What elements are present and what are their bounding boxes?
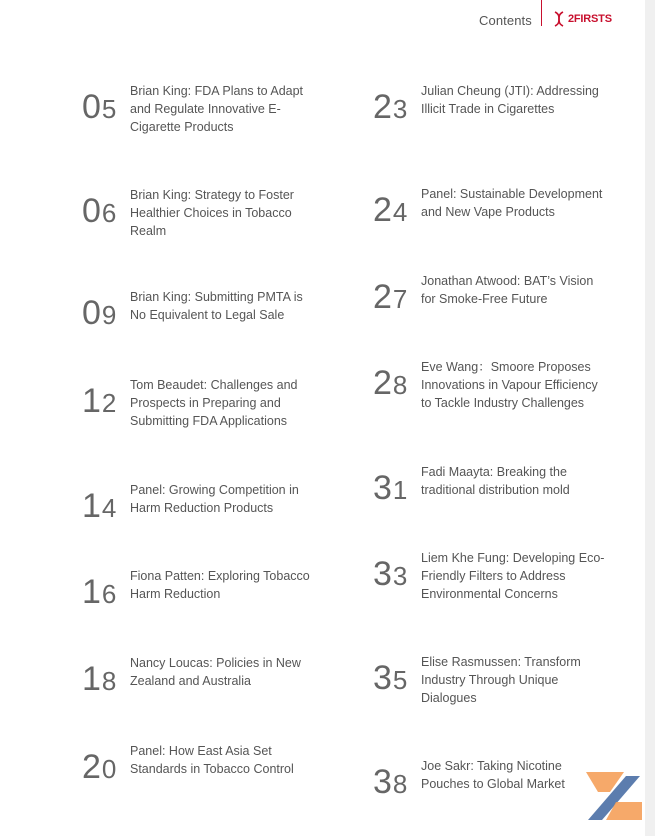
toc-title: Brian King: Strategy to Foster Healthier Choices in Tobacco Realm	[130, 188, 294, 238]
toc-title: Panel: Growing Competition in Harm Reduction Products	[130, 483, 299, 515]
toc-title: Joe Sakr: Taking Nicotine Pouches to Global Market	[421, 759, 565, 791]
toc-entry[interactable]	[82, 483, 322, 549]
toc-entry[interactable]	[82, 290, 322, 356]
toc-entry[interactable]	[373, 551, 613, 617]
page-number: 1 8	[82, 660, 117, 698]
dna-helix-icon	[553, 11, 565, 27]
page-number: 3 3	[373, 555, 408, 593]
toc-title: Eve Wang：Smoore Proposes Innovations in Vapour Efficiency to Tackle Industry Challenges	[421, 360, 598, 410]
page-number: 2 0	[82, 748, 117, 786]
page-number: 2 7	[373, 278, 408, 316]
page-number: 1 2	[82, 382, 117, 420]
toc-entry[interactable]	[373, 187, 613, 253]
toc-entry[interactable]	[373, 465, 613, 531]
header-divider	[541, 0, 542, 26]
toc-entry[interactable]	[82, 188, 322, 254]
toc-title: Tom Beaudet: Challenges and Prospects in Preparing and Submitting FDA Applications	[130, 378, 298, 428]
scrollbar[interactable]	[645, 0, 655, 836]
toc-title: Brian King: Submitting PMTA is No Equivalent to Legal Sale	[130, 290, 303, 322]
page-number: 0 5	[82, 88, 117, 126]
toc-entry[interactable]	[82, 84, 322, 150]
toc-title: Panel: Sustainable Development and New Vape Products	[421, 187, 603, 219]
toc-title: Brian King: FDA Plans to Adapt and Regulate Innovative E-Cigarette Products	[130, 84, 304, 134]
toc-title: Elise Rasmussen: Transform Industry Through Unique Dialogues	[421, 655, 581, 705]
logo	[553, 11, 612, 27]
page-number: 2 8	[373, 364, 408, 402]
toc-entry[interactable]	[82, 656, 322, 722]
toc-title: Julian Cheung (JTI): Addressing Illicit Trade in Cigarettes	[421, 84, 599, 116]
page-number: 0 9	[82, 294, 117, 332]
contents-label: Contents	[479, 13, 532, 28]
toc-title: Liem Khe Fung: Developing Eco-Friendly Filters to Address Environmental Concerns	[421, 551, 605, 601]
toc-title: Panel: How East Asia Set Standards in Tobacco Control	[130, 744, 294, 776]
page-number: 1 4	[82, 487, 117, 525]
page-number: 2 4	[373, 191, 408, 229]
toc-entry[interactable]	[82, 744, 322, 810]
page-number: 2 3	[373, 88, 408, 126]
logo-text: 2FIRSTS	[568, 13, 612, 25]
page-number: 3 1	[373, 469, 408, 507]
watermark-logo-icon	[580, 770, 644, 822]
toc-title: Fiona Patten: Exploring Tobacco Harm Reduction	[130, 569, 310, 601]
page-number: 3 5	[373, 659, 408, 697]
toc-entry[interactable]	[373, 759, 613, 825]
toc-entry[interactable]	[373, 84, 613, 150]
toc-entry[interactable]	[373, 360, 613, 426]
toc-entry[interactable]	[373, 655, 613, 721]
toc-entry[interactable]	[82, 569, 322, 635]
toc-entry[interactable]	[82, 378, 322, 444]
page-number: 1 6	[82, 573, 117, 611]
page-number: 3 8	[373, 763, 408, 801]
toc-title: Nancy Loucas: Policies in New Zealand and Australia	[130, 656, 301, 688]
toc-title: Jonathan Atwood: BAT’s Vision for Smoke-Free Future	[421, 274, 594, 306]
toc-entry[interactable]	[373, 274, 613, 340]
page-number: 0 6	[82, 192, 117, 230]
toc-title: Fadi Maayta: Breaking the traditional distribution mold	[421, 465, 570, 497]
